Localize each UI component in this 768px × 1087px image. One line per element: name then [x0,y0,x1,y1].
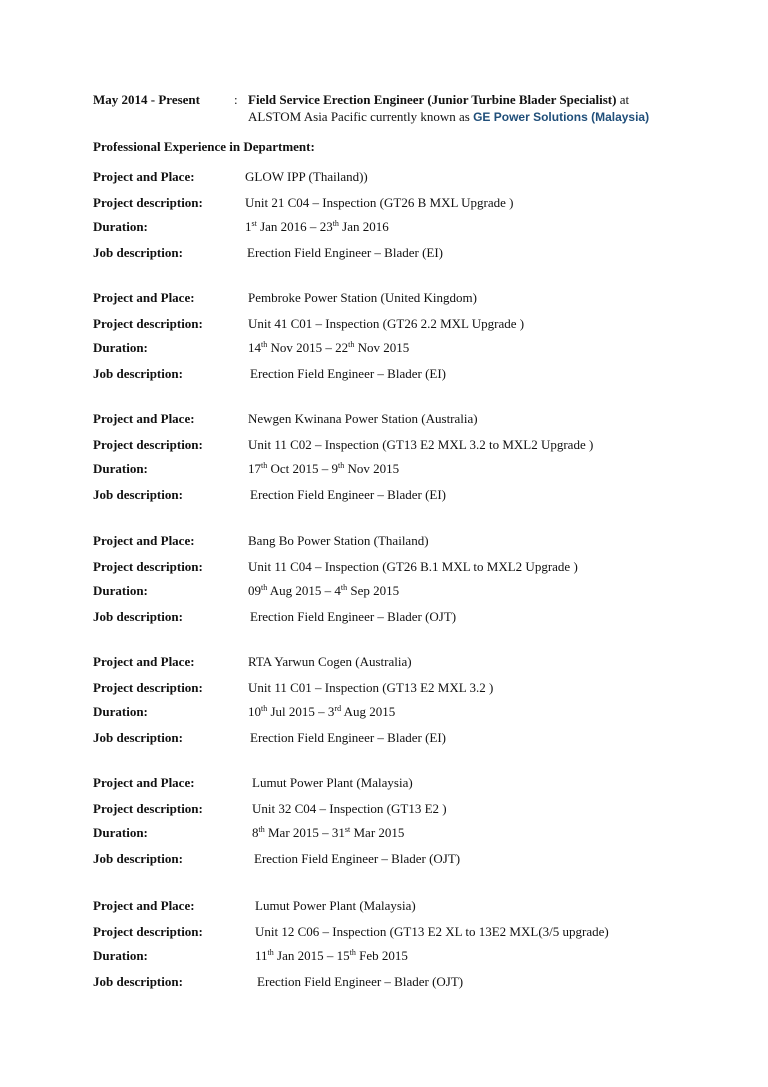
job-label: Job description: [93,366,183,381]
job-value: Erection Field Engineer – Blader (OJT) [254,851,461,866]
job-value: Erection Field Engineer – Blader (EI) [247,245,444,260]
date-text: Mar 2015 – [264,825,332,840]
place-label: Project and Place: [93,169,195,184]
place-label: Project and Place: [93,411,195,426]
place-label: Project and Place: [93,654,195,669]
date-text: Feb 2015 [355,948,408,963]
place-value: Newgen Kwinana Power Station (Australia) [248,411,478,426]
duration-value [248,461,399,477]
description-value: Unit 12 C06 – Inspection (GT13 E2 XL to 13E2 MXL(3/5 upgrade) [255,924,609,939]
duration-label: Duration: [93,948,148,963]
ordinal-suffix: th [348,340,355,349]
company-line [248,109,649,125]
duration-value [248,704,395,720]
description-value: Unit 41 C01 – Inspection (GT26 2.2 MXL Upgrade ) [248,316,525,331]
project-entry [0,533,768,633]
place-value: Pembroke Power Station (United Kingdom) [248,290,477,305]
date-text: Nov 2015 – [267,340,336,355]
description-label: Project description: [93,195,203,210]
description-label: Project description: [93,680,203,695]
place-value: GLOW IPP (Thailand)) [245,169,368,184]
date-text: 4 [334,583,341,598]
description-value: Unit 32 C04 – Inspection (GT13 E2 ) [252,801,447,816]
date-text: Aug 2015 [341,704,396,719]
duration-value [245,219,389,235]
date-text: 15 [336,948,350,963]
ordinal-suffix: th [261,704,268,713]
ordinal-suffix: th [261,583,268,592]
place-value: Bang Bo Power Station (Thailand) [248,533,429,548]
job-title-line [248,92,629,108]
ordinal-suffix: th [349,948,356,957]
company-name: GE Power Solutions (Malaysia) [473,110,650,124]
date-text: Jan 2016 – [256,219,320,234]
ordinal-suffix: th [261,340,268,349]
description-value: Unit 11 C02 – Inspection (GT13 E2 MXL 3.2 to MXL2 Upgrade ) [248,437,594,452]
date-text: 8 [252,825,259,840]
date-text: Aug 2015 – [267,583,335,598]
duration-label: Duration: [93,461,148,476]
job-label: Job description: [93,609,183,624]
ordinal-suffix: th [267,948,274,957]
place-value: Lumut Power Plant (Malaysia) [252,775,413,790]
date-text: Nov 2015 [354,340,410,355]
duration-label: Duration: [93,825,148,840]
place-label: Project and Place: [93,533,195,548]
date-text: 9 [331,461,339,476]
place-value: RTA Yarwun Cogen (Australia) [248,654,412,669]
ordinal-suffix: th [258,825,265,834]
ordinal-suffix: th [332,219,339,228]
duration-label: Duration: [93,219,148,234]
project-entry [0,411,768,511]
duration-value [248,340,409,356]
job-value: Erection Field Engineer – Blader (EI) [250,730,447,745]
date-text: 14 [248,340,261,355]
project-entry [0,775,768,875]
date-text: Jul 2015 – [267,704,328,719]
job-label: Job description: [93,730,183,745]
duration-value [255,948,408,964]
date-text: 17 [248,461,261,476]
ordinal-suffix: st [344,825,351,834]
job-label: Job description: [93,974,183,989]
date-text: Oct 2015 – [267,461,332,476]
job-label: Job description: [93,245,183,260]
project-entry [0,654,768,754]
date-text: 23 [319,219,333,234]
at-text: at [616,92,630,107]
date-text: Jan 2015 – [273,948,337,963]
duration-label: Duration: [93,340,148,355]
job-value: Erection Field Engineer – Blader (EI) [250,366,447,381]
ordinal-suffix: st [251,219,257,228]
section-heading: Professional Experience in Department: [93,139,315,154]
project-entry [0,290,768,390]
description-label: Project description: [93,437,203,452]
date-text: 22 [335,340,349,355]
duration-label: Duration: [93,704,148,719]
date-text: Mar 2015 [350,825,405,840]
place-label: Project and Place: [93,290,195,305]
project-entry [0,169,768,269]
description-label: Project description: [93,559,203,574]
date-text: 1 [245,219,252,234]
description-value: Unit 11 C01 – Inspection (GT13 E2 MXL 3.2 ) [248,680,494,695]
date-text: Sep 2015 [347,583,400,598]
duration-value [248,583,399,599]
description-value: Unit 21 C04 – Inspection (GT26 B MXL Upgrade ) [245,195,514,210]
date-text: 31 [331,825,345,840]
description-label: Project description: [93,924,203,939]
place-value: Lumut Power Plant (Malaysia) [255,898,416,913]
place-label: Project and Place: [93,898,195,913]
colon: : [234,92,238,107]
employment-period: May 2014 - Present [93,92,200,107]
job-value: Erection Field Engineer – Blader (OJT) [257,974,464,989]
job-label: Job description: [93,487,183,502]
place-label: Project and Place: [93,775,195,790]
description-value: Unit 11 C04 – Inspection (GT26 B.1 MXL to MXL2 Upgrade ) [248,559,578,574]
date-text: 3 [327,704,335,719]
job-title: Field Service Erection Engineer (Junior Turbine Blader Specialist) [248,92,617,107]
description-label: Project description: [93,801,203,816]
company-prefix: ALSTOM Asia Pacific currently known as [248,109,474,124]
project-entry [0,898,768,998]
ordinal-suffix: th [261,461,268,470]
ordinal-suffix: th [338,461,345,470]
date-text: 09 [248,583,261,598]
date-text: Jan 2016 [338,219,389,234]
job-value: Erection Field Engineer – Blader (EI) [250,487,447,502]
date-text: 11 [255,948,268,963]
job-label: Job description: [93,851,183,866]
duration-value [252,825,404,841]
date-text: Nov 2015 [344,461,400,476]
job-value: Erection Field Engineer – Blader (OJT) [250,609,457,624]
duration-label: Duration: [93,583,148,598]
description-label: Project description: [93,316,203,331]
date-text: 10 [248,704,261,719]
ordinal-suffix: th [340,583,348,592]
ordinal-suffix: rd [334,704,342,713]
